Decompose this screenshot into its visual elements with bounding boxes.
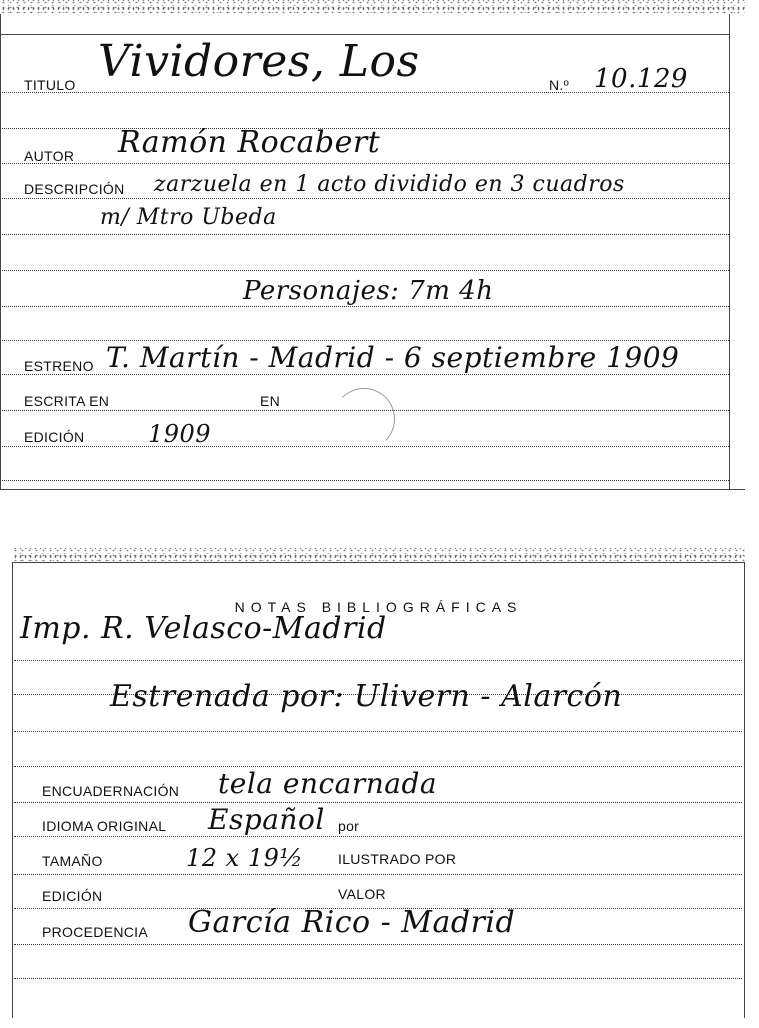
card-bottom-border: [0, 489, 745, 490]
card-top-border: [0, 34, 729, 35]
rule-line: [2, 270, 729, 271]
edicion-label: EDICIÓN: [24, 429, 85, 445]
descripcion-label: DESCRIPCIÓN: [24, 181, 125, 197]
valor-label: VALOR: [338, 886, 386, 902]
card-right-border: [729, 14, 730, 490]
rule-line: [14, 874, 742, 875]
rule-line: [14, 802, 742, 803]
encuadernacion-value: tela encarnada: [218, 767, 438, 800]
paper-smudge: [333, 388, 395, 450]
rule-line: [14, 836, 742, 837]
en-label: EN: [260, 393, 281, 409]
card-left-border: [12, 562, 13, 1018]
procedencia-value: García Rico - Madrid: [188, 905, 516, 940]
encuadernacion-label: ENCUADERNACIÓN: [42, 783, 180, 799]
tamano-value: 12 x 19½: [186, 844, 304, 872]
personajes-note: Personajes: 7m 4h: [243, 276, 494, 306]
por-label: por: [338, 818, 360, 834]
idioma-label: IDIOMA ORIGINAL: [42, 818, 167, 834]
descripcion-line1: zarzuela en 1 acto dividido en 3 cuadros: [154, 172, 625, 197]
card-left-border: [0, 14, 1, 490]
estreno-label: ESTRENO: [24, 358, 94, 374]
catalog-card-back: [12, 548, 745, 1018]
note-imprenta: Imp. R. Velasco-Madrid: [20, 611, 387, 646]
estreno-value: T. Martín - Madrid - 6 septiembre 1909: [106, 341, 680, 374]
rule-line: [14, 731, 742, 732]
rule-line: [2, 374, 729, 375]
card-top-border: [12, 562, 745, 563]
note-estrenada: Estrenada por: Ulivern - Alarcón: [110, 679, 623, 714]
notas-heading: NOTAS BIBLIOGRÁFICAS: [234, 599, 523, 615]
rule-line: [2, 234, 729, 235]
ilustrado-label: ILUSTRADO POR: [338, 851, 457, 867]
rule-line: [2, 198, 729, 199]
rule-line: [2, 480, 729, 481]
titulo-label: TITULO: [24, 77, 76, 93]
card-right-border: [744, 562, 745, 1018]
edicion-label: EDICIÓN: [42, 888, 103, 904]
numero-label: N.º: [549, 77, 570, 93]
numero-value: 10.129: [594, 64, 688, 94]
edicion-value: 1909: [148, 420, 212, 448]
escrita-label: ESCRITA EN: [24, 393, 110, 409]
rule-line: [2, 306, 729, 307]
tamano-label: TAMAÑO: [42, 853, 103, 869]
rule-line: [2, 163, 729, 164]
card-top-edge: [0, 0, 745, 16]
catalog-card-front: [0, 0, 745, 490]
autor-label: AUTOR: [24, 148, 75, 164]
procedencia-label: PROCEDENCIA: [42, 924, 148, 940]
descripcion-line2: m/ Mtro Ubeda: [100, 205, 277, 230]
idioma-value: Español: [208, 803, 325, 836]
rule-line: [14, 660, 742, 661]
autor-value: Ramón Rocabert: [118, 125, 381, 160]
rule-line: [14, 944, 742, 945]
titulo-value: Vividores, Los: [98, 36, 420, 87]
rule-line: [14, 978, 742, 979]
